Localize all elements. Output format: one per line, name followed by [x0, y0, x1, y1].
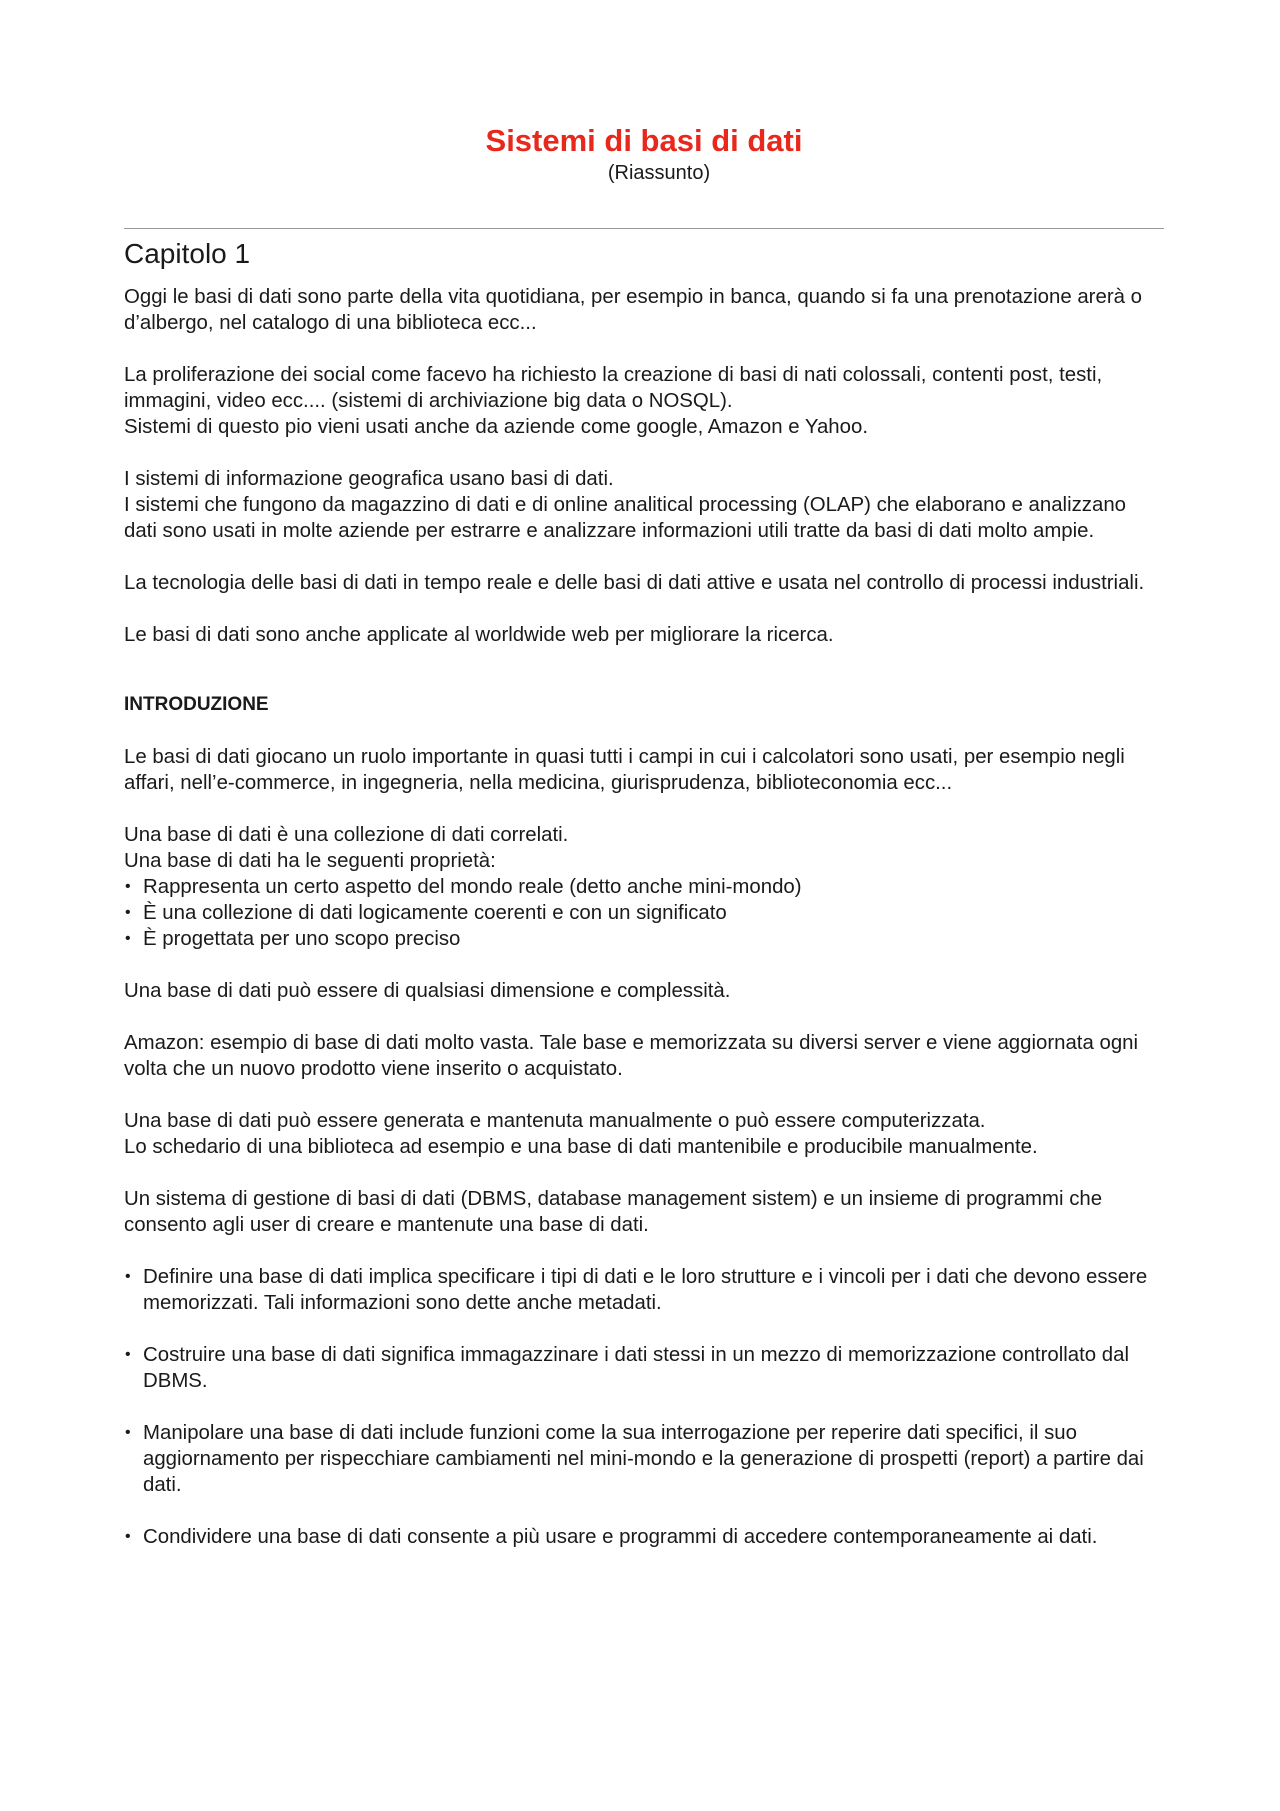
document-subtitle: (Riassunto)	[607, 162, 711, 184]
paragraph-line: Una base di dati può essere generata e mantenuta manualmente o può essere computerizzata.	[124, 1110, 986, 1132]
paragraph	[124, 1108, 1164, 1160]
paragraph-line: Lo schedario di una biblioteca ad esempio e una base di dati mantenibile e producibile manualmente.	[124, 1136, 1038, 1158]
paragraph	[124, 466, 1164, 544]
paragraph: Le basi di dati sono anche applicate al worldwide web per migliorare la ricerca.	[124, 624, 834, 646]
paragraph: Oggi le basi di dati sono parte della vita quotidiana, per esempio in banca, quando si fa una prenotazione arerà o d’albergo, nel catalogo di una biblioteca ecc...	[124, 286, 1142, 334]
paragraph-line: Una base di dati è una collezione di dati correlati.	[124, 824, 569, 846]
document-title: Sistemi di basi di dati	[485, 123, 803, 158]
properties-list	[124, 874, 1164, 952]
paragraph: Una base di dati può essere di qualsiasi dimensione e complessità.	[124, 980, 731, 1002]
list-item: • Definire una base di dati implica specificare i tipi di dati e le loro strutture e i vincoli per i dati che devono essere memorizzati. Tali informazioni sono dette anche metadati.	[124, 1264, 1164, 1316]
paragraph	[124, 822, 1164, 874]
paragraph-line: I sistemi che fungono da magazzino di dati e di online analitical processing (OLAP) che elaborano e analizzano dati sono usati in molte aziende per estrarre e analizzare informazioni utili tratte da basi di dati molto ampie.	[124, 494, 1127, 542]
paragraph-line: La proliferazione dei social come facevo ha richiesto la creazione di basi di nati colossali, contenti post, testi, immagini, video ecc.... (sistemi di archiviazione big data o NOSQL).	[124, 364, 1103, 412]
document-body	[124, 236, 1164, 1576]
title-block	[124, 122, 1164, 186]
list-item: • Costruire una base di dati significa immagazzinare i dati stessi in un mezzo di memorizzazione controllato dal DBMS.	[124, 1342, 1164, 1394]
list-item: • Manipolare una base di dati include funzioni come la sua interrogazione per reperire dati specifici, il suo aggiornamento per rispecchiare cambiamenti nel mini-mondo e la generazione di prospetti (report) a partire dai dati.	[124, 1420, 1164, 1498]
paragraph: Amazon: esempio di base di dati molto vasta. Tale base e memorizzata su diversi server e viene aggiornata ogni volta che un nuovo prodotto viene inserito o acquistato.	[124, 1032, 1139, 1080]
list-item: • Rappresenta un certo aspetto del mondo reale (detto anche mini-mondo)	[124, 874, 1164, 900]
paragraph-line: I sistemi di informazione geografica usano basi di dati.	[124, 468, 614, 490]
paragraph: Le basi di dati giocano un ruolo importante in quasi tutti i campi in cui i calcolatori sono usati, per esempio negli affari, nell’e-commerce, in ingegneria, nella medicina, giurisprudenza, biblioteconomia ecc...	[124, 746, 1125, 794]
dbms-functions-list	[124, 1264, 1164, 1550]
paragraph: Un sistema di gestione di basi di dati (DBMS, database management sistem) e un insieme di programmi che consento agli user di creare e mantenute una base di dati.	[124, 1188, 1103, 1236]
paragraph	[124, 362, 1164, 440]
section-heading: INTRODUZIONE	[124, 694, 269, 715]
list-item: • È progettata per uno scopo preciso	[124, 926, 1164, 952]
chapter-heading: Capitolo 1	[124, 238, 251, 269]
paragraph: La tecnologia delle basi di dati in tempo reale e delle basi di dati attive e usata nel controllo di processi industriali.	[124, 572, 1145, 594]
paragraph-line: Una base di dati ha le seguenti proprietà:	[124, 850, 496, 872]
paragraph-line: Sistemi di questo pio vieni usati anche da aziende come google, Amazon e Yahoo.	[124, 416, 868, 438]
list-item: • Condividere una base di dati consente a più usare e programmi di accedere contemporaneamente ai dati.	[124, 1524, 1164, 1550]
list-item: • È una collezione di dati logicamente coerenti e con un significato	[124, 900, 1164, 926]
horizontal-divider	[124, 228, 1164, 229]
